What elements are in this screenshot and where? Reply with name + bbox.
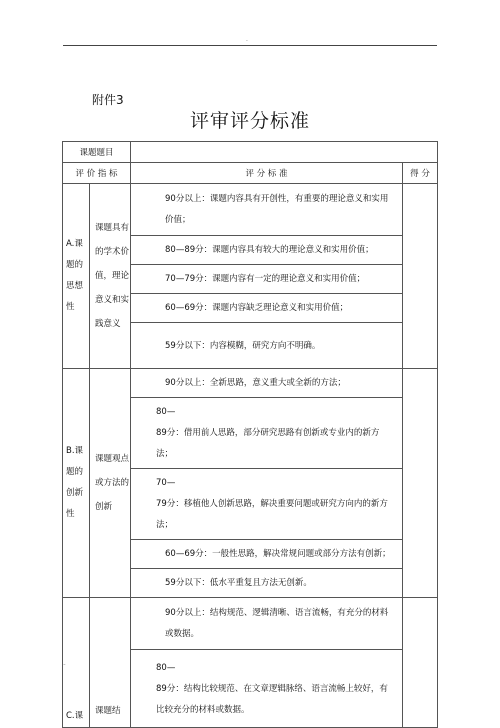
category-cell: C.课	[63, 598, 90, 728]
criterion-cell: 60—69分：课题内容缺乏理论意义和实用价值；	[131, 294, 403, 323]
criterion-cell: 70—79分：课题内容有一定的理论意义和实用价值；	[131, 265, 403, 294]
criterion-cell: 80—89分：课题内容具有较大的理论意义和实用价值；	[131, 236, 403, 265]
score-table-container	[62, 141, 437, 721]
score-table	[62, 141, 438, 728]
category-cell: A.课题的思想性	[63, 184, 90, 369]
column-header-row	[63, 163, 438, 184]
table-row	[63, 184, 438, 236]
subcategory-cell: 课题结	[90, 598, 131, 728]
category-cell: B.课题的创新性	[63, 369, 90, 598]
criterion-cell: 60—69分：一般性思路，解决常规问题或部分方法有创新；	[131, 540, 403, 569]
standard-header: 评 分 标 准	[131, 163, 403, 184]
criterion-cell: 59分以下：低水平重复且方法无创新。	[131, 569, 403, 598]
score-cell[interactable]	[403, 184, 438, 369]
footer-mark: ..	[62, 660, 66, 667]
criterion-cell: 80— 89分：结构比较规范、在文章逻辑脉络、语言流畅上较好，有比较充分的材料或数据。	[131, 650, 403, 728]
annex-label: 附件3	[92, 93, 124, 107]
subcategory-cell: 课题具有的学术价值，理论意义和实践意义	[90, 184, 131, 369]
criterion-cell: 90分以上：课题内容具有开创性，有重要的理论意义和实用价值；	[131, 184, 403, 236]
indicator-header: 评 价 指 标	[63, 163, 131, 184]
topic-value[interactable]	[131, 142, 438, 163]
subcategory-cell: 课题观点或方法的创新	[90, 369, 131, 598]
score-cell[interactable]	[403, 369, 438, 598]
score-header: 得 分	[403, 163, 438, 184]
criterion-cell: 70— 79分：移植他人创新思路，解决重要问题或研究方向内的新方法；	[131, 469, 403, 540]
score-cell[interactable]	[403, 598, 438, 728]
page-title: 评审评分标准	[189, 110, 310, 132]
criterion-cell: 90分以上：全新思路，意义重大或全新的方法；	[131, 369, 403, 398]
topic-label: 课题题目	[63, 142, 131, 163]
criterion-cell: 80— 89分：借用前人思路，部分研究思路有创新或专业内的新方法；	[131, 398, 403, 469]
topic-row	[63, 142, 438, 163]
criterion-cell: 90分以上：结构规范、逻辑清晰、语言流畅，有充分的材料或数据。	[131, 598, 403, 650]
header-rule	[63, 45, 437, 46]
header-mark: .	[246, 36, 248, 43]
table-row	[63, 598, 438, 650]
table-row	[63, 369, 438, 398]
criterion-cell: 59分以下：内容模糊，研究方向不明确。	[131, 323, 403, 369]
